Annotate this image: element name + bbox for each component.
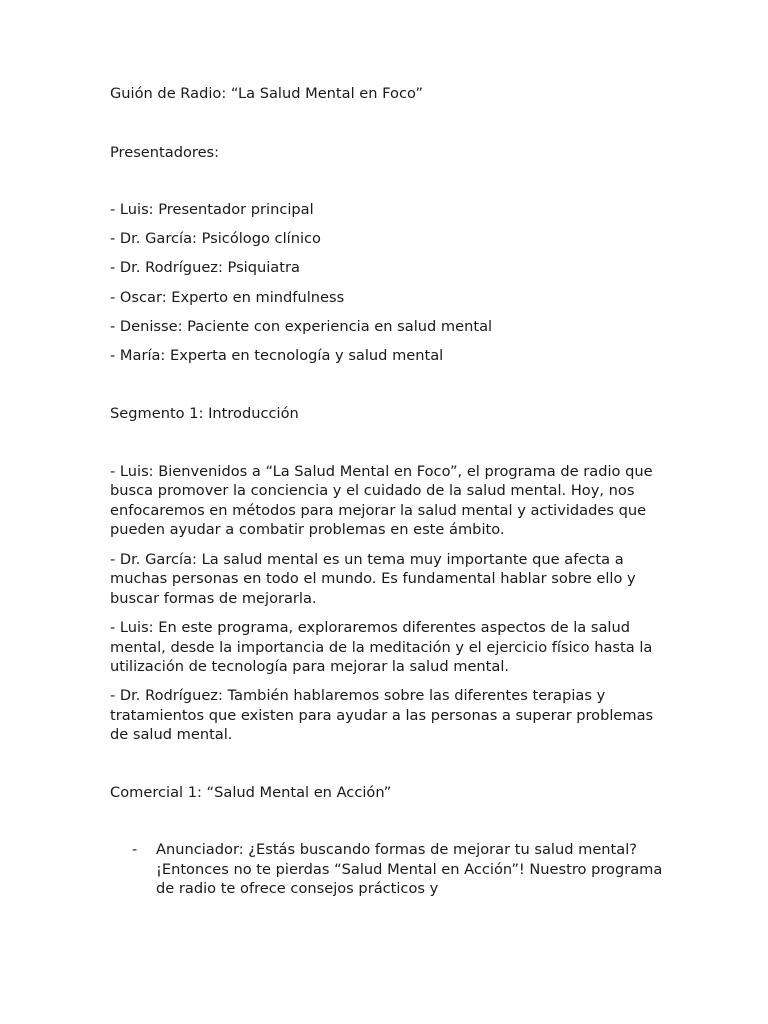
document-title: Guión de Radio: “La Salud Mental en Foco” [110,85,423,102]
presenter-item: - Dr. Rodríguez: Psiquiatra [110,259,300,277]
commercial1-list [110,840,670,899]
commercial1-heading: Comercial 1: “Salud Mental en Acción” [110,783,392,801]
presenter-item: - Denisse: Paciente con experiencia en salud mental [110,317,493,335]
commercial-item [110,840,676,899]
segment1-heading: Segmento 1: Introducción [110,405,299,423]
dialogue-line: - Dr. García: La salud mental es un tema muy importante que afecta a muchas personas en todo el mundo. Es fundamental hablar sobre ello y buscar formas de mejorarla. [110,550,636,607]
segment1-dialogue [110,462,670,745]
list-bullet: - [132,841,138,859]
commercial-item-text: Anunciador: ¿Estás buscando formas de mejorar tu salud mental? ¡Entonces no te pierdas “Salud Mental en Acción”! Nuestro programa de radio te ofrece consejos prácticos y [156,841,663,898]
dialogue-line: - Luis: En este programa, exploraremos diferentes aspectos de la salud mental, desde la importancia de la meditación y el ejercicio físico hasta la utilización de tecnología para mejorar la salud mental. [110,619,653,676]
presenters-heading: Presentadores: [110,143,220,161]
document-page [110,84,670,899]
presenter-item: - Luis: Presentador principal [110,201,314,218]
presenter-item: - María: Experta en tecnología y salud mental [110,346,444,364]
presenter-item: - Oscar: Experto en mindfulness [110,288,345,306]
presenters-list [110,200,670,365]
presenter-item: - Dr. García: Psicólogo clínico [110,230,321,248]
dialogue-line: - Luis: Bienvenidos a “La Salud Mental en Foco”, el programa de radio que busca promover la conciencia y el cuidado de la salud mental. Hoy, nos enfocaremos en métodos para mejorar la salud mental y actividades que pueden ayudar a combatir problemas en este ámbito. [110,462,653,539]
dialogue-line: - Dr. Rodríguez: También hablaremos sobre las diferentes terapias y tratamientos que existen para ayudar a las personas a superar problemas de salud mental. [110,687,654,744]
